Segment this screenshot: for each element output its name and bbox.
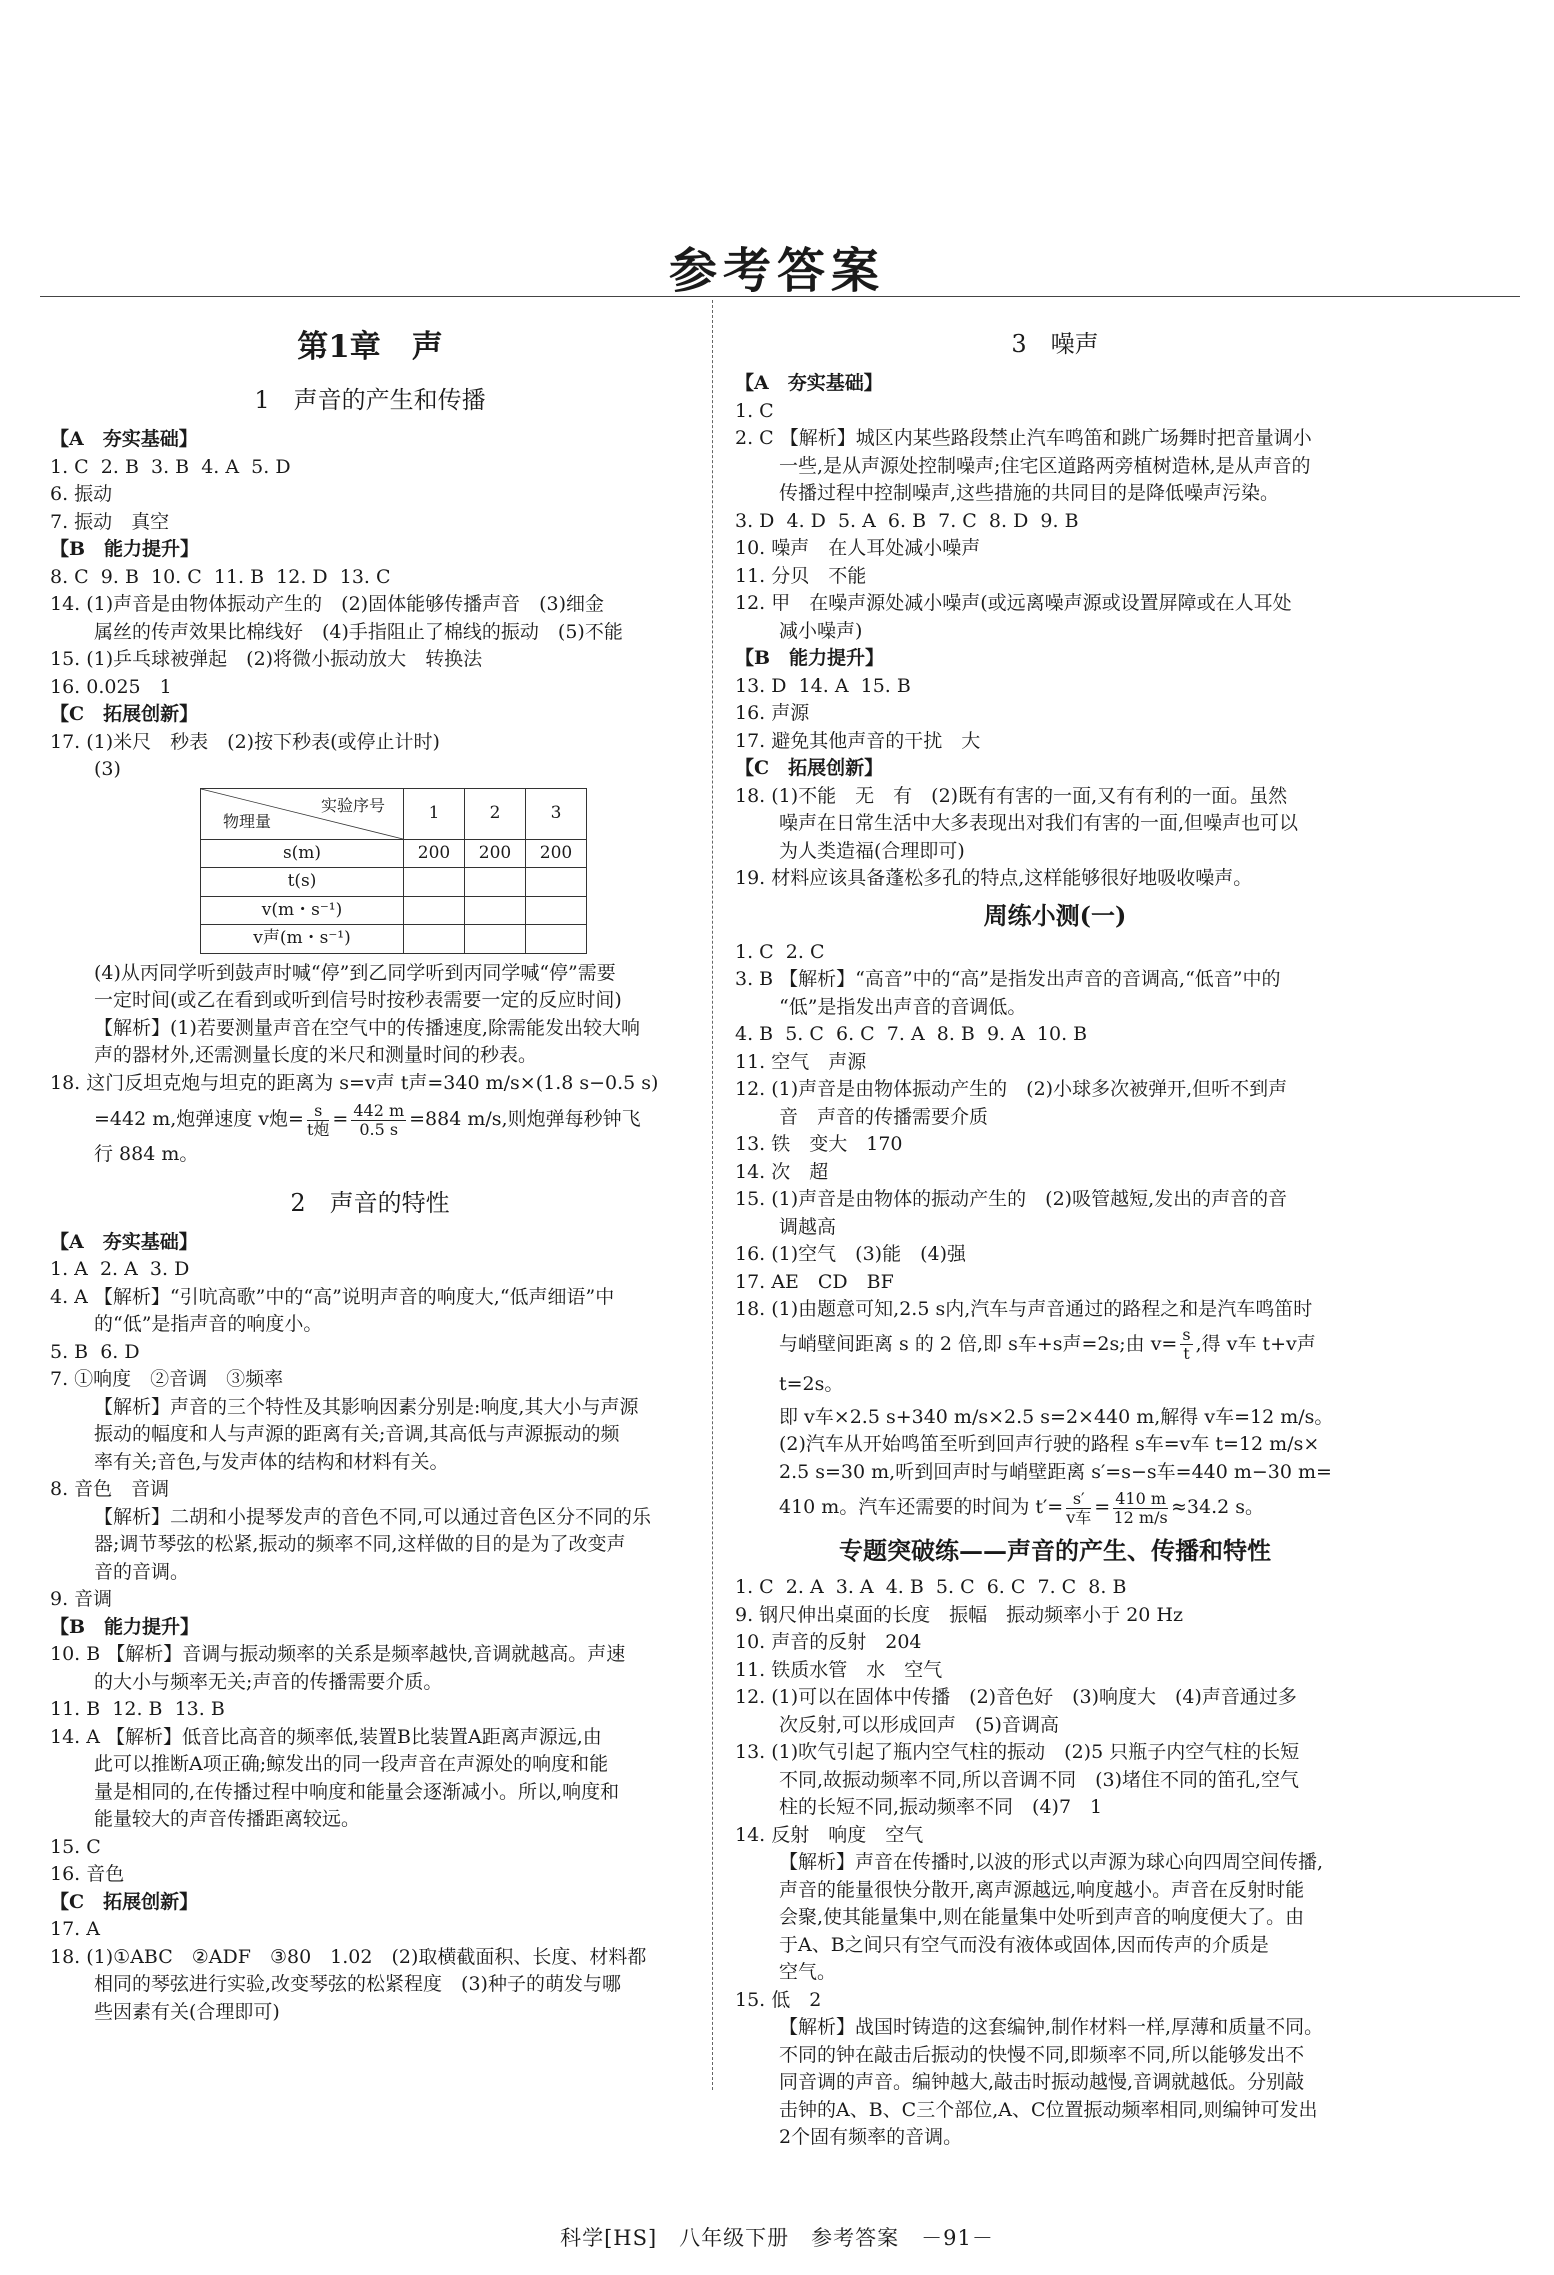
answer-line: 8. C 9. B 10. C 11. B 12. D 13. C [50,565,391,588]
answer-line: 1. C [735,399,774,422]
answer-line: 16. 音色 [50,1863,125,1885]
page-title: 参考答案 [668,243,885,299]
level-tag: 【C 拓展创新】 [735,757,884,779]
fraction-numerator: 442 m [353,1100,405,1120]
answer-line: (2)汽车从开始鸣笛至听到回声行驶的路程 s车=v车 t=12 m/s× [779,1433,1320,1455]
answer-line: 10. 声音的反射 204 [735,1631,922,1653]
answer-line: 减小噪声) [779,619,863,642]
answer-line: 噪声在日常生活中大多表现出对我们有害的一面,但噪声也可以 [779,812,1299,834]
table-row [201,868,587,897]
analysis-line: 振动的幅度和人与声源的距离有关;音调,其高低与声源振动的频 [94,1423,620,1445]
answer-line: 此可以推断A项正确;鲸发出的同一段声音在声源处的响度和能 [94,1753,609,1775]
analysis-line: 于A、B之间只有空气而没有液体或固体,因而传声的介质是 [779,1933,1269,1956]
formula-text: = [332,1108,349,1130]
fraction [351,1102,406,1139]
fraction-numerator: s [307,1102,329,1121]
table-cell [404,925,465,954]
chapter-heading: 第1章 声 [297,329,443,365]
formula-text: = [1094,1496,1111,1518]
fraction-denominator: t炮 [306,1119,330,1139]
formula-text: 410 m。汽车还需要的时间为 t′= [779,1496,1064,1518]
fraction-denominator: v车 [1066,1507,1092,1527]
analysis-line: 器;调节琴弦的松紧,振动的频率不同,这样做的目的是为了改变声 [94,1533,626,1555]
analysis-line: 【解析】声音的三个特性及其影响因素分别是:响度,其大小与声源 [94,1395,639,1418]
answer-line: 10. B 【解析】音调与振动频率的关系是频率越快,音调就越高。声速 [50,1643,626,1665]
answer-line: 9. 音调 [50,1588,113,1610]
section-heading: 2 声音的特性 [290,1188,450,1217]
answer-line: 的“低”是指声音的响度小。 [94,1313,323,1335]
answer-line: 11. 铁质水管 水 空气 [735,1658,943,1681]
answer-line: 5. B 6. D [50,1340,140,1363]
answer-line: 12. (1)可以在固体中传播 (2)音色好 (3)响度大 (4)声音通过多 [735,1686,1297,1708]
analysis-line: 空气。 [779,1961,837,1983]
answer-line: 音 声音的传播需要介质 [779,1105,989,1128]
fraction-numerator: s′ [1066,1490,1091,1509]
answer-line: 19. 材料应该具备蓬松多孔的特点,这样能够很好地吸收噪声。 [735,867,1253,889]
answer-line: 的大小与频率无关;声音的传播需要介质。 [94,1670,443,1693]
level-tag: 【A 夯实基础】 [50,1230,198,1253]
answer-line: 不同,故振动频率不同,所以音调不同 (3)堵住不同的笛孔,空气 [779,1768,1300,1791]
formula-text: ≈34.2 s。 [1171,1496,1265,1518]
answer-line: 11. B 12. B 13. B [50,1698,225,1720]
table-cell [526,896,587,925]
table-row-label: v(m・s⁻¹) [201,896,404,925]
table-cell: 200 [526,839,587,868]
table-cell: 200 [465,839,526,868]
formula-text: =884 m/s,则炮弹每秒钟飞 [409,1108,641,1130]
formula-line [735,1324,1375,1404]
level-tag: 【B 能力提升】 [50,1615,200,1638]
left-column [50,318,690,2026]
answer-line: 9. 钢尺伸出桌面的长度 振幅 振动频率小于 20 Hz [735,1603,1184,1626]
fraction-denominator: 0.5 s [359,1119,399,1139]
answer-line: 为人类造福(合理即可) [779,839,965,862]
answer-line: 14. 反射 响度 空气 [735,1823,924,1846]
analysis-line: 同音调的声音。编钟越大,敲击时振动越慢,音调就越低。分别敲 [779,2071,1305,2093]
answer-line: 一定时间(或乙在看到或听到信号时按秒表需要一定的反应时间) [94,989,622,1011]
answer-line: 能量较大的声音传播距离较远。 [94,1808,361,1830]
answer-line: 11. 空气 声源 [735,1050,867,1073]
answer-line: 一些,是从声源处控制噪声;住宅区道路两旁植树造林,是从声音的 [779,454,1311,477]
answer-line: 即 v车×2.5 s+340 m/s×2.5 s=2×440 m,解得 v车=12 m/s。 [779,1405,1334,1428]
formula-line [50,1097,690,1141]
answer-line: (3) [94,758,121,780]
answer-line: 相同的琴弦进行实验,改变琴弦的松紧程度 (3)种子的萌发与哪 [94,1973,621,1995]
answer-line: 14. A 【解析】低音比高音的频率低,装置B比装置A距离声源远,由 [50,1725,602,1748]
fraction [1113,1490,1168,1527]
answer-line: 3. D 4. D 5. A 6. B 7. C 8. D 9. B [735,509,1079,532]
answer-line: 7. ①响度 ②音调 ③频率 [50,1368,284,1390]
table-header-bottom: 物理量 [223,812,272,831]
answer-line: 8. 音色 音调 [50,1478,170,1500]
answer-line: 17. AE CD BF [735,1270,894,1293]
answer-line: 18. (1)由题意可知,2.5 s内,汽车与声音通过的路程之和是汽车鸣笛时 [735,1298,1313,1320]
analysis-line: 【解析】战国时铸造的这套编钟,制作材料一样,厚薄和质量不同。 [779,2016,1324,2038]
answer-line: 1. C 2. B 3. B 4. A 5. D [50,455,291,478]
answer-line: 13. D 14. A 15. B [735,674,911,697]
analysis-line: 会聚,使其能量集中,则在能量集中处听到声音的响度便大了。由 [779,1906,1305,1928]
answer-line: 4. A 【解析】“引吭高歌”中的“高”说明声音的响度大,“低声细语”中 [50,1285,615,1308]
answer-line: 18. (1)不能 无 有 (2)既有有害的一面,又有有利的一面。虽然 [735,784,1288,807]
answer-line: 13. (1)吹气引起了瓶内空气柱的振动 (2)5 只瓶子内空气柱的长短 [735,1741,1300,1763]
answer-line: 14. (1)声音是由物体振动产生的 (2)固体能够传播声音 (3)细金 [50,593,604,615]
analysis-line: 【解析】声音在传播时,以波的形式以声源为球心向四周空间传播, [779,1851,1324,1873]
formula-text: ,得 v车 t+v声 t=2s。 [779,1332,1322,1395]
analysis-line: 2个固有频率的音调。 [779,2126,963,2148]
table-cell [526,925,587,954]
fraction [1180,1326,1192,1363]
answer-line: 16. 声源 [735,702,810,724]
fraction-denominator: t [1183,1344,1190,1363]
analysis-line: 音的音调。 [94,1560,190,1583]
fraction-numerator: 410 m [1115,1488,1166,1508]
answer-line: 行 884 m。 [94,1143,199,1165]
answer-line: 调越高 [779,1215,837,1238]
section-heading: 1 声音的产生和传播 [254,386,486,414]
right-column [735,318,1375,2152]
answer-line: 3. B 【解析】“高音”中的“高”是指发出声音的音调高,“低音”中的 [735,968,1281,990]
answer-line: 些因素有关(合理即可) [94,2000,280,2023]
answer-line: 传播过程中控制噪声,这些措施的共同目的是降低噪声污染。 [779,482,1280,504]
table-row [201,839,587,868]
answer-line: 7. 振动 真空 [50,510,170,533]
answer-line: 量是相同的,在传播过程中响度和能量会逐渐减小。所以,响度和 [94,1780,620,1803]
answer-line: 15. (1)声音是由物体的振动产生的 (2)吸管越短,发出的声音的音 [735,1188,1288,1210]
table-row-label: v声(m・s⁻¹) [201,925,404,954]
analysis-line: 声的器材外,还需测量长度的米尺和测量时间的秒表。 [94,1044,538,1066]
table-cell [465,925,526,954]
section-heading: 专题突破练——声音的产生、传播和特性 [839,1536,1271,1565]
table-header-cell [201,788,404,839]
answer-line: 2.5 s=30 m,听到回声时与峭壁距离 s′=s−s车=440 m−30 m= [779,1460,1332,1483]
answer-line: 6. 振动 [50,483,113,505]
answer-line: 4. B 5. C 6. C 7. A 8. B 9. A 10. B [735,1023,1088,1045]
answer-line: 14. 次 超 [735,1160,829,1183]
answer-line: 13. 铁 变大 170 [735,1133,903,1155]
table-row [201,896,587,925]
answer-line: 15. C [50,1835,101,1858]
section-heading: 3 噪声 [1011,330,1099,358]
level-tag: 【B 能力提升】 [50,538,200,560]
formula-text: =442 m,炮弹速度 v炮= [94,1108,304,1130]
answer-line: 18. (1)①ABC ②ADF ③80 1.02 (2)取横截面积、长度、材料都 [50,1945,647,1968]
answer-line: 12. (1)声音是由物体振动产生的 (2)小球多次被弹开,但听不到声 [735,1078,1288,1100]
analysis-line: 率有关;音色,与发声体的结构和材料有关。 [94,1450,449,1473]
table-header-top: 实验序号 [320,795,385,815]
formula-line [735,1486,1375,1528]
level-tag: 【B 能力提升】 [735,647,885,669]
table-cell [465,868,526,897]
table-row-label: s(m) [201,839,404,868]
answer-line: 12. 甲 在噪声源处减小噪声(或远离噪声源或设置屏障或在人耳处 [735,592,1292,614]
level-tag: 【C 拓展创新】 [50,1890,199,1913]
level-tag: 【C 拓展创新】 [50,703,199,725]
table-col-header: 1 [404,788,465,839]
answer-line: 17. (1)米尺 秒表 (2)按下秒表(或停止计时) [50,730,440,753]
analysis-line: 击钟的A、B、C三个部位,A、C位置振动频率相同,则编钟可发出 [779,2098,1318,2121]
answer-line: “低”是指发出声音的音调低。 [779,995,1027,1018]
answer-line: (4)从丙同学听到鼓声时喊“停”到乙同学听到丙同学喊“停”需要 [94,961,616,984]
table-cell [465,896,526,925]
title-rule [40,296,1520,297]
level-tag: 【A 夯实基础】 [50,428,198,450]
answer-line: 1. C 2. A 3. A 4. B 5. C 6. C 7. C 8. B [735,1576,1127,1598]
experiment-table [200,788,587,954]
answer-line: 10. 噪声 在人耳处减小噪声 [735,537,981,559]
fraction-denominator: 12 m/s [1113,1507,1168,1527]
answer-line: 次反射,可以形成回声 (5)音调高 [779,1713,1059,1736]
answer-line: 1. C 2. C [735,940,825,963]
level-tag: 【A 夯实基础】 [735,372,883,394]
table-cell [526,868,587,897]
page-footer: 科学[HS] 八年级下册 参考答案 －91－ [560,2226,994,2250]
answer-line: 属丝的传声效果比棉线好 (4)手指阻止了棉线的振动 (5)不能 [94,620,623,643]
formula-text: 与峭壁间距离 s 的 2 倍,即 s车+s声=2s;由 v= [779,1332,1178,1355]
table-cell [404,868,465,897]
answer-line: 15. (1)乒乓球被弹起 (2)将微小振动放大 转换法 [50,648,483,670]
answer-line: 15. 低 2 [735,1988,822,2011]
section-heading: 周练小测(一) [983,900,1127,930]
answer-line: 柱的长短不同,振动频率不同 (4)7 1 [779,1796,1103,1818]
answer-line: 16. (1)空气 (3)能 (4)强 [735,1243,966,1265]
answer-line: 17. A [50,1918,100,1940]
analysis-line: 【解析】(1)若要测量声音在空气中的传播速度,除需能发出较大响 [94,1016,640,1039]
table-row-label: t(s) [201,868,404,897]
analysis-line: 不同的钟在敲击后振动的快慢不同,即频率不同,所以能够发出不 [779,2043,1305,2066]
analysis-line: 声音的能量很快分散开,离声源越远,响度越小。声音在反射时能 [779,1878,1305,1901]
table-col-header: 2 [465,788,526,839]
answer-line: 2. C 【解析】城区内某些路段禁止汽车鸣笛和跳广场舞时把音量调小 [735,427,1312,449]
fraction [1066,1490,1091,1527]
table-cell: 200 [404,839,465,868]
answer-line: 1. A 2. A 3. D [50,1258,190,1280]
answer-line: 16. 0.025 1 [50,675,172,698]
fraction [307,1102,329,1139]
fraction-numerator: s [1182,1325,1191,1344]
table-row [201,925,587,954]
answer-line: 18. 这门反坦克炮与坦克的距离为 s=v声 t声=340 m/s×(1.8 s−0.5 s) [50,1071,659,1094]
analysis-line: 【解析】二胡和小提琴发声的音色不同,可以通过音色区分不同的乐 [94,1505,652,1528]
answer-line: 11. 分贝 不能 [735,564,867,587]
answer-line: 17. 避免其他声音的干扰 大 [735,729,981,752]
table-col-header: 3 [526,788,587,839]
table-cell [404,896,465,925]
column-divider [712,300,713,2090]
